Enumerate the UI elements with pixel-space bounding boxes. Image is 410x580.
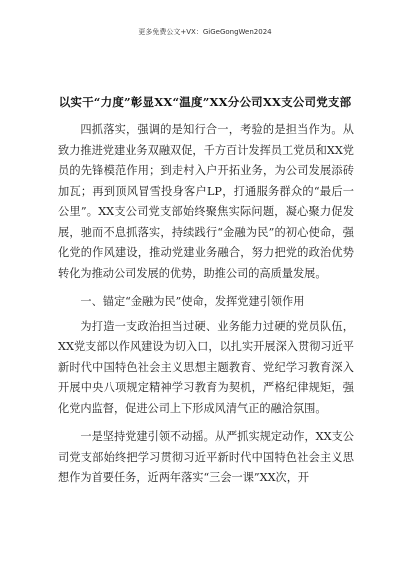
header-note: 更多免费公文+VX：GiGeGongWen2024 xyxy=(138,28,272,36)
paragraph-intro: 四抓落实，强调的是知行合一，考验的是担当作为。从致力推进党建业务双融双促，千方百计发挥员工党员和XX党员的先锋模范作用；到走村入户开拓业务，为公司发展添砖加瓦；再到顶风冒雪投身客户LP，打通服务群众的“最后一公里”。XX支公司党支部始终聚焦实际问题，凝心聚力促发展，驰而不息抓落实，持续践行“金融为民”的初心使命，强化党的作风建设，推动党建业务融合，努力把党的政治优势转化为推动公司发展的优势，助推公司的高质量发展。 xyxy=(58,123,354,280)
paragraph-section-1: 为打造一支政治担当过硬、业务能力过硬的党员队伍，XX党支部以作风建设为切入口，以扎实开展深入贯彻习近平新时代中国特色社会主义思想主题教育、党纪学习教育深入开展中央八项规定精神学习教育为契机，严格纪律规矩，强化党内监督，促进公司上下形成风清气正的融洽氛围。 xyxy=(58,319,354,415)
paragraph-point-1: 一是坚持党建引领不动摇。从严抓实规定动作，XX支公司党支部始终把学习贯彻习近平新时代中国特色社会主义思想作为首要任务，近两年落实“三会一课”XX次，开 xyxy=(58,430,354,484)
document-body xyxy=(58,120,354,497)
section-heading: 一、锚定“金融为民”使命，发挥党建引领作用 xyxy=(80,295,305,308)
document-title: 以实干“力度”彰显XX“温度”XX分公司XX支公司党支部 xyxy=(58,95,352,109)
